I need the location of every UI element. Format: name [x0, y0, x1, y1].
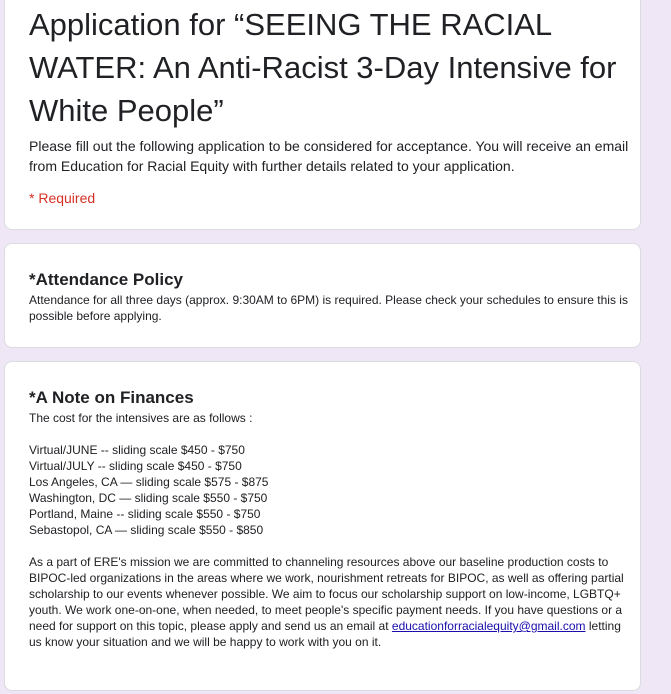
required-note: * Required: [29, 190, 96, 206]
email-link[interactable]: educationforracialequity@gmail.com: [391, 619, 586, 633]
price-item: Portland, Maine -- sliding scale $550 - $750: [29, 507, 261, 521]
finances-title: *A Note on Finances: [29, 388, 194, 407]
mission-text-after-email: letting us know your situation and we will be happy to work with you on it.: [29, 619, 621, 649]
finances-note-card: [4, 361, 641, 691]
price-item: Virtual/JUNE -- sliding scale $450 - $750: [29, 443, 245, 457]
form-description: Please fill out the following application to be considered for acceptance. You will receive an email from Education for Racial Equity with further details related to your application.: [29, 138, 629, 174]
attendance-policy-text: Attendance for all three days (approx. 9:30AM to 6PM) is required. Please check your schedules to ensure this is possible before applying.: [29, 293, 628, 323]
form-header-card: [4, 0, 641, 230]
price-item: Washington, DC — sliding scale $550 - $750: [29, 491, 268, 505]
price-item: Sebastopol, CA — sliding scale $550 - $850: [29, 523, 264, 537]
price-list: [29, 442, 629, 538]
attendance-policy-card: [4, 243, 641, 348]
form-title: Application for “SEEING THE RACIAL WATER: An Anti-Racist 3-Day Intensive for White People”: [29, 7, 617, 128]
finances-mission-text: [29, 554, 629, 650]
finances-intro: The cost for the intensives are as follows :: [29, 411, 253, 425]
attendance-policy-title: *Attendance Policy: [29, 270, 183, 289]
price-item: Virtual/JULY -- sliding scale $450 - $750: [29, 459, 242, 473]
price-item: Los Angeles, CA — sliding scale $575 - $875: [29, 475, 269, 489]
mission-text-before-email: As a part of ERE's mission we are committed to channeling resources above our baseline production costs to BIPOC-led organizations in the areas where we work, nourishment retreats for BIPOC, as well as offering partial scholarship to our events whenever possible. We aim to focus our scholarship support on low-income, LGBTQ+ youth. We work one-on-one, when needed, to meet people's specific payment needs. If you have questions or a need for support on this topic, please apply and send us an email at: [29, 555, 624, 633]
